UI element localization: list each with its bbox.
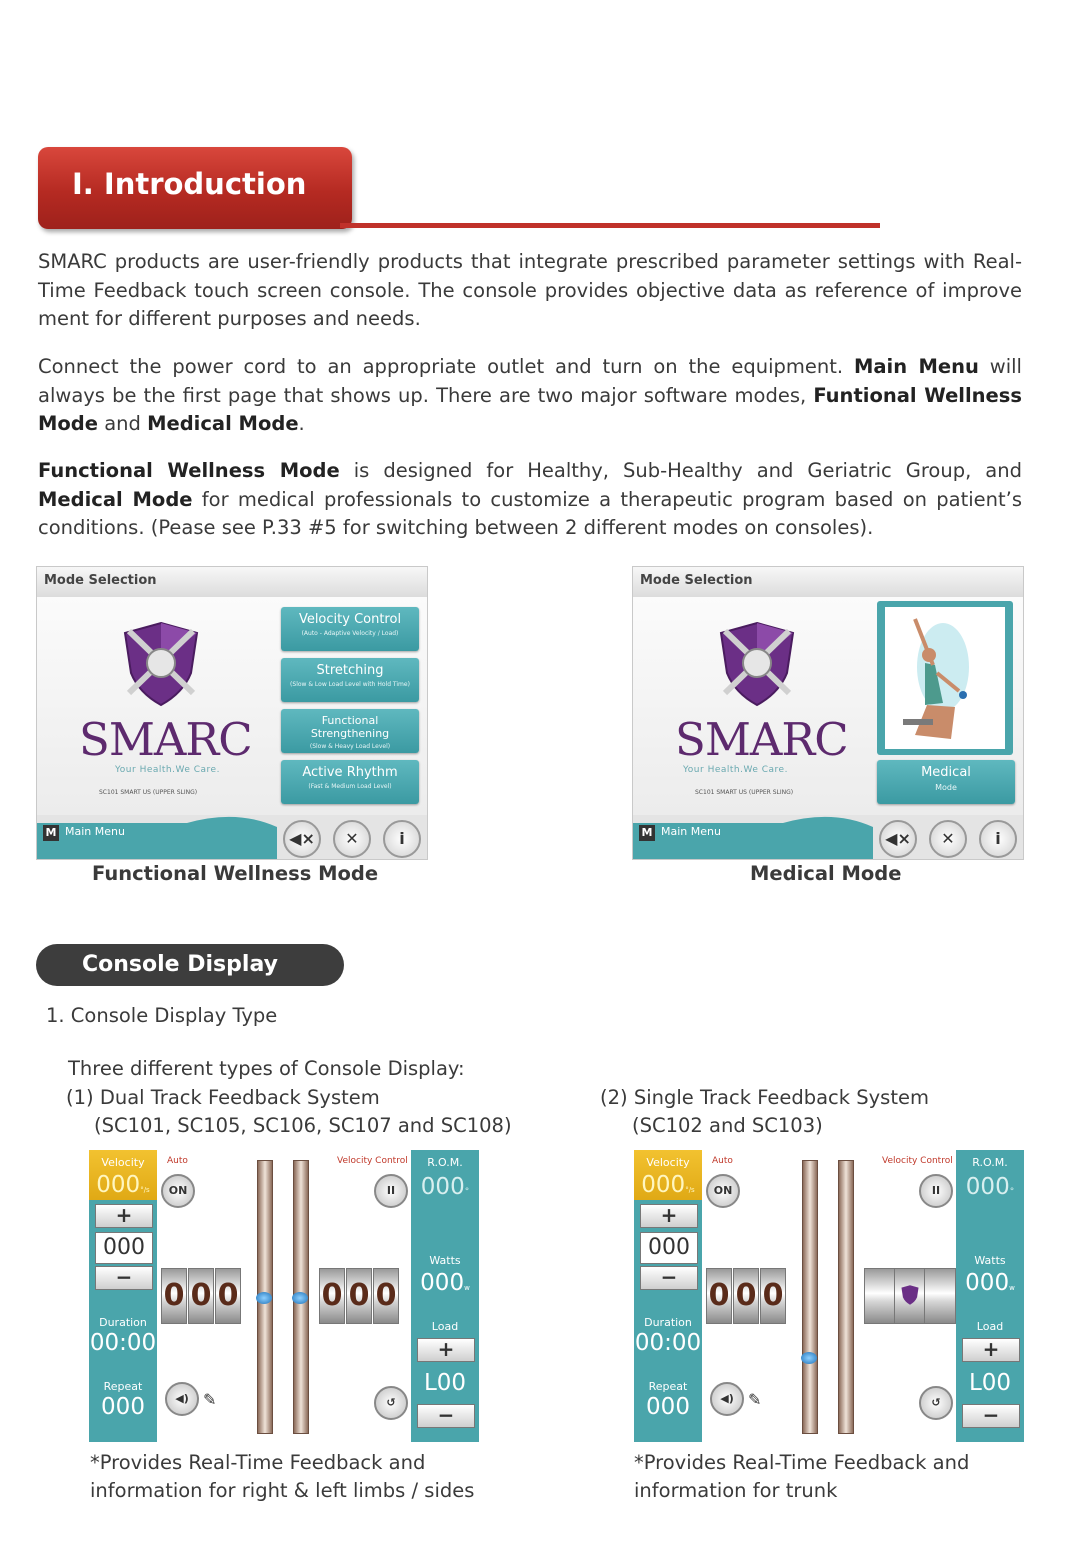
rom-label: R.O.M. bbox=[972, 1156, 1008, 1169]
left-counter-digit: 0 bbox=[161, 1268, 187, 1324]
load-plus-button[interactable]: + bbox=[962, 1338, 1020, 1362]
watts-unit: w bbox=[464, 1284, 470, 1292]
left-counter-digit: 0 bbox=[215, 1268, 241, 1324]
counter-digit: 0 bbox=[706, 1268, 732, 1324]
counter-digit: 0 bbox=[733, 1268, 759, 1324]
main-menu-term: Main Menu bbox=[853, 355, 979, 378]
velocity-minus-button[interactable]: − bbox=[640, 1266, 698, 1290]
velocity-unit: °/s bbox=[140, 1186, 150, 1194]
left-counter-digit: 0 bbox=[188, 1268, 214, 1324]
smarc-shield-logo-icon bbox=[719, 621, 795, 707]
text-run: . bbox=[298, 412, 305, 435]
stretching-button[interactable] bbox=[281, 658, 419, 702]
text-run: will always be the first page that shows up. There are two major software modes, bbox=[38, 355, 1022, 407]
velocity-set-value[interactable]: 000 bbox=[95, 1232, 153, 1264]
logo-drum bbox=[894, 1268, 926, 1324]
watts-value bbox=[956, 1270, 1024, 1296]
camera-icon[interactable]: ✎ bbox=[203, 1390, 217, 1409]
intro-paragraph-3 bbox=[38, 457, 1022, 543]
section-header-introduction bbox=[38, 147, 352, 229]
secondary-track bbox=[838, 1160, 854, 1434]
info-icon[interactable]: i bbox=[979, 820, 1017, 858]
auto-on-toggle[interactable]: ON bbox=[706, 1174, 740, 1208]
right-metrics-column bbox=[956, 1150, 1024, 1442]
velocity-number: 000 bbox=[641, 1172, 686, 1198]
section-title: I. Introduction bbox=[72, 167, 307, 201]
load-value: L00 bbox=[423, 1370, 467, 1396]
medical-mode-button[interactable] bbox=[877, 760, 1015, 804]
single-track-models: (SC102 and SC103) bbox=[632, 1114, 823, 1137]
velocity-value bbox=[89, 1172, 157, 1198]
rom-label: R.O.M. bbox=[427, 1156, 463, 1169]
velocity-plus-button[interactable]: + bbox=[640, 1204, 698, 1228]
trunk-feedback-track bbox=[802, 1160, 818, 1434]
velocity-number: 000 bbox=[96, 1172, 141, 1198]
text-run: and bbox=[98, 412, 148, 435]
velocity-label: Velocity bbox=[646, 1156, 690, 1169]
info-icon[interactable]: i bbox=[383, 820, 421, 858]
model-label: SC101 SMART US (UPPER SLING) bbox=[99, 789, 198, 796]
watts-unit: w bbox=[1009, 1284, 1015, 1292]
single-track-note: information for trunk bbox=[634, 1479, 838, 1502]
blank-drum bbox=[864, 1268, 896, 1324]
model-label: SC101 SMART US (UPPER SLING) bbox=[695, 789, 794, 796]
mute-icon[interactable]: ◀× bbox=[283, 820, 321, 858]
main-menu-button[interactable]: Main Menu bbox=[661, 825, 721, 838]
load-minus-button[interactable]: − bbox=[962, 1404, 1020, 1428]
dual-track-title: (1) Dual Track Feedback System bbox=[66, 1086, 380, 1109]
screen-title: Mode Selection bbox=[640, 573, 753, 588]
smarc-shield-logo-icon bbox=[123, 621, 199, 707]
load-minus-button[interactable]: − bbox=[417, 1404, 475, 1428]
repeat-label: Repeat bbox=[648, 1380, 688, 1393]
medical-mode-term: Medical Mode bbox=[147, 412, 299, 435]
left-control-column bbox=[89, 1150, 157, 1442]
wellness-mode-term: Funtional Wellness Mode bbox=[38, 383, 1022, 435]
brand-wordmark: SMARC bbox=[675, 713, 848, 766]
console-intro: Three different types of Console Display: bbox=[68, 1057, 465, 1080]
text-run: for medical professionals to customize a therapeutic program based on patient’s conditions. (Pease see P.33 #5 for switching between 2 different modes on consoles). bbox=[38, 487, 1022, 539]
medical-mode-caption: Medical Mode bbox=[750, 862, 902, 885]
brand-tagline: Your Health.We Care. bbox=[115, 765, 220, 775]
camera-off-icon[interactable]: ✕ bbox=[929, 820, 967, 858]
button-label: Velocity Control bbox=[298, 612, 402, 627]
velocity-control-button[interactable] bbox=[281, 607, 419, 651]
velocity-plus-button[interactable]: + bbox=[95, 1204, 153, 1228]
right-track-indicator bbox=[292, 1292, 308, 1304]
pause-icon[interactable]: II bbox=[919, 1174, 953, 1208]
auto-label: Auto bbox=[712, 1156, 733, 1166]
intro-paragraph-1: SMARC products are user-friendly products that integrate prescribed parameter settings with Real-Time Feedback touch screen console. The console provides objective data as reference of improve ment for different purposes and needs. bbox=[38, 250, 1022, 330]
auto-on-toggle[interactable]: ON bbox=[161, 1174, 195, 1208]
section-header-console-display bbox=[36, 944, 344, 986]
button-sublabel: (Fast & Medium Load Level) bbox=[308, 783, 392, 790]
counter-digit: 0 bbox=[760, 1268, 786, 1324]
intro-paragraph-2 bbox=[38, 353, 1022, 439]
right-counter-digit: 0 bbox=[373, 1268, 399, 1324]
header-rule bbox=[340, 223, 880, 228]
rom-number: 000 bbox=[420, 1174, 465, 1200]
dual-track-note: *Provides Real-Time Feedback and bbox=[90, 1451, 426, 1474]
load-plus-button[interactable]: + bbox=[417, 1338, 475, 1362]
single-track-console bbox=[634, 1150, 1024, 1442]
left-control-column bbox=[634, 1150, 702, 1442]
button-sublabel: Mode bbox=[935, 783, 957, 792]
auto-label: Auto bbox=[167, 1156, 188, 1166]
velocity-value bbox=[634, 1172, 702, 1198]
main-menu-badge: M bbox=[43, 825, 59, 841]
main-menu-badge: M bbox=[639, 825, 655, 841]
rom-value bbox=[411, 1174, 479, 1200]
main-menu-button[interactable]: Main Menu bbox=[65, 825, 125, 838]
velocity-unit: °/s bbox=[685, 1186, 695, 1194]
reset-icon[interactable]: ↺ bbox=[919, 1386, 953, 1420]
load-label: Load bbox=[976, 1320, 1004, 1333]
wellness-mode-screen bbox=[36, 566, 428, 860]
button-label: Stretching bbox=[316, 663, 384, 678]
single-track-note: *Provides Real-Time Feedback and bbox=[634, 1451, 970, 1474]
dual-track-console bbox=[89, 1150, 479, 1442]
medical-mode-screen bbox=[632, 566, 1024, 860]
repeat-value: 000 bbox=[646, 1394, 690, 1420]
patient-figure-icon bbox=[885, 607, 1005, 749]
watts-number: 000 bbox=[965, 1270, 1010, 1296]
button-label: Functional Strengthening bbox=[310, 714, 390, 740]
right-counter-digit: 0 bbox=[346, 1268, 372, 1324]
screen-title-bar bbox=[37, 567, 427, 598]
dual-track-models: (SC101, SC105, SC106, SC107 and SC108) bbox=[94, 1114, 512, 1137]
reset-icon[interactable]: ↺ bbox=[374, 1386, 408, 1420]
camera-off-icon[interactable]: ✕ bbox=[333, 820, 371, 858]
single-track-title: (2) Single Track Feedback System bbox=[600, 1086, 929, 1109]
text-run: is designed for Healthy, Sub-Healthy and Geriatric Group, and bbox=[339, 459, 1022, 482]
velocity-control-label: Velocity Control bbox=[337, 1156, 408, 1166]
rom-unit: ° bbox=[1009, 1187, 1015, 1197]
button-label: Active Rhythm bbox=[302, 765, 398, 780]
medical-illustration-frame bbox=[877, 601, 1013, 755]
rom-unit: ° bbox=[464, 1187, 470, 1197]
text-run: Connect the power cord to an appropriate outlet and turn on the equipment. bbox=[38, 355, 854, 378]
watts-label: Watts bbox=[974, 1254, 1006, 1267]
right-metrics-column bbox=[411, 1150, 479, 1442]
button-label: Medical bbox=[921, 765, 971, 780]
repeat-value: 000 bbox=[101, 1394, 145, 1420]
watts-value bbox=[411, 1270, 479, 1296]
active-rhythm-button[interactable] bbox=[281, 760, 419, 804]
load-value: L00 bbox=[968, 1370, 1012, 1396]
button-sublabel: (Slow & Heavy Load Level) bbox=[309, 743, 391, 750]
velocity-minus-button[interactable]: − bbox=[95, 1266, 153, 1290]
medical-mode-term: Medical Mode bbox=[38, 487, 193, 511]
left-track-indicator bbox=[256, 1292, 272, 1304]
brand-wordmark: SMARC bbox=[79, 713, 252, 766]
wellness-mode-caption: Functional Wellness Mode bbox=[92, 862, 379, 885]
blank-drum bbox=[924, 1268, 956, 1324]
functional-strengthening-button[interactable] bbox=[281, 709, 419, 753]
camera-icon[interactable]: ✎ bbox=[748, 1390, 762, 1409]
button-sublabel: (Auto - Adaptive Velocity / Load) bbox=[301, 630, 399, 637]
screen-title: Mode Selection bbox=[44, 573, 157, 588]
screen-title-bar bbox=[633, 567, 1023, 598]
load-label: Load bbox=[431, 1320, 459, 1333]
sound-icon[interactable]: ◀) bbox=[710, 1382, 744, 1416]
brand-tagline: Your Health.We Care. bbox=[683, 765, 788, 775]
velocity-set-value[interactable]: 000 bbox=[640, 1232, 698, 1264]
velocity-control-label: Velocity Control bbox=[882, 1156, 953, 1166]
rom-value bbox=[956, 1174, 1024, 1200]
button-sublabel: (Slow & Low Load Level with Hold Time) bbox=[290, 681, 410, 688]
trunk-track-indicator bbox=[801, 1352, 817, 1364]
velocity-label: Velocity bbox=[101, 1156, 145, 1169]
sound-icon[interactable]: ◀) bbox=[165, 1382, 199, 1416]
right-counter-digit: 0 bbox=[319, 1268, 345, 1324]
watts-label: Watts bbox=[429, 1254, 461, 1267]
duration-value: 00:00 bbox=[89, 1330, 157, 1356]
mute-icon[interactable]: ◀× bbox=[879, 820, 917, 858]
watts-number: 000 bbox=[420, 1270, 465, 1296]
rom-number: 000 bbox=[965, 1174, 1010, 1200]
pause-icon[interactable]: II bbox=[374, 1174, 408, 1208]
dual-track-note: information for right & left limbs / sides bbox=[90, 1479, 475, 1502]
wellness-mode-term: Functional Wellness Mode bbox=[38, 459, 340, 482]
duration-label: Duration bbox=[644, 1316, 692, 1329]
duration-value: 00:00 bbox=[634, 1330, 702, 1356]
list-item-console-type: 1. Console Display Type bbox=[46, 1004, 278, 1027]
section-title: Console Display bbox=[82, 952, 278, 977]
smarc-shield-logo-icon bbox=[901, 1284, 919, 1306]
repeat-label: Repeat bbox=[103, 1380, 143, 1393]
duration-label: Duration bbox=[99, 1316, 147, 1329]
